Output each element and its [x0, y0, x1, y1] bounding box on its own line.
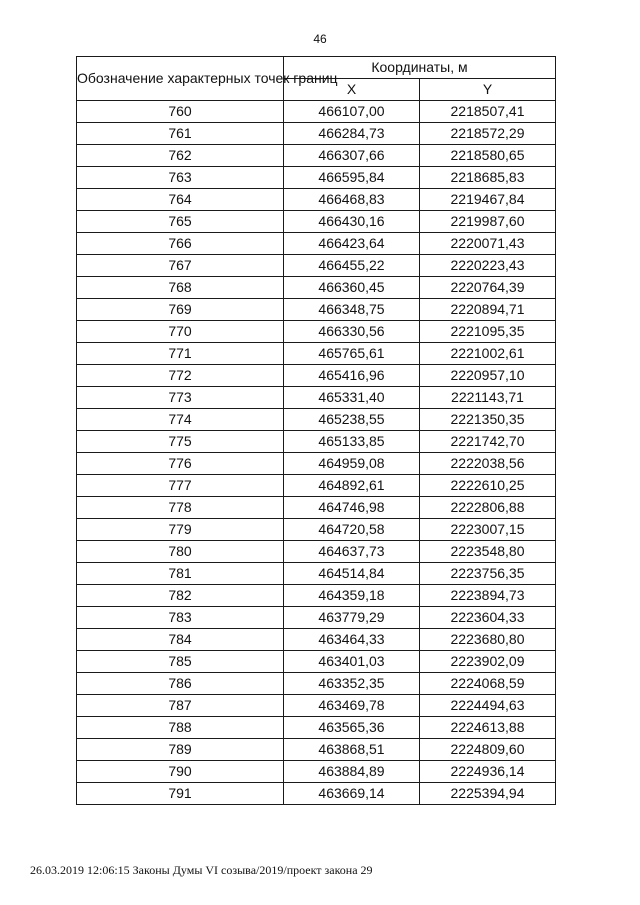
table-row	[77, 365, 556, 387]
cell-x: 466423,64	[284, 233, 420, 255]
table-row	[77, 343, 556, 365]
cell-point: 765	[77, 211, 284, 233]
cell-y: 2225394,94	[420, 783, 556, 805]
table-row	[77, 255, 556, 277]
cell-y: 2221143,71	[420, 387, 556, 409]
cell-x: 463779,29	[284, 607, 420, 629]
footer-document-info: 26.03.2019 12:06:15 Законы Думы VI созыва/2019/проект закона 29	[30, 863, 373, 877]
table-row	[77, 387, 556, 409]
table-row	[77, 563, 556, 585]
cell-point: 761	[77, 123, 284, 145]
cell-y: 2223604,33	[420, 607, 556, 629]
cell-y: 2223756,35	[420, 563, 556, 585]
table-row	[77, 101, 556, 123]
cell-x: 465331,40	[284, 387, 420, 409]
table-row	[77, 585, 556, 607]
table-row	[77, 145, 556, 167]
table-row	[77, 321, 556, 343]
cell-y: 2221742,70	[420, 431, 556, 453]
table-row	[77, 453, 556, 475]
cell-point: 762	[77, 145, 284, 167]
cell-point: 789	[77, 739, 284, 761]
cell-point: 767	[77, 255, 284, 277]
page-number: 46	[313, 32, 327, 46]
cell-y: 2221002,61	[420, 343, 556, 365]
cell-y: 2222610,25	[420, 475, 556, 497]
cell-x: 464514,84	[284, 563, 420, 585]
table-row	[77, 431, 556, 453]
cell-x: 464359,18	[284, 585, 420, 607]
cell-y: 2218580,65	[420, 145, 556, 167]
cell-x: 466430,16	[284, 211, 420, 233]
cell-point: 770	[77, 321, 284, 343]
cell-x: 463565,36	[284, 717, 420, 739]
table-row	[77, 739, 556, 761]
cell-x: 466307,66	[284, 145, 420, 167]
table-row	[77, 123, 556, 145]
cell-x: 466455,22	[284, 255, 420, 277]
cell-x: 466107,00	[284, 101, 420, 123]
cell-x: 466468,83	[284, 189, 420, 211]
cell-y: 2218507,41	[420, 101, 556, 123]
table-row	[77, 211, 556, 233]
cell-y: 2223548,80	[420, 541, 556, 563]
cell-point: 772	[77, 365, 284, 387]
cell-y: 2223007,15	[420, 519, 556, 541]
cell-point: 760	[77, 101, 284, 123]
cell-y: 2223902,09	[420, 651, 556, 673]
header-coordinates: Координаты, м	[284, 57, 556, 79]
table-row	[77, 717, 556, 739]
cell-x: 464892,61	[284, 475, 420, 497]
cell-y: 2224936,14	[420, 761, 556, 783]
cell-point: 781	[77, 563, 284, 585]
cell-point: 764	[77, 189, 284, 211]
cell-point: 768	[77, 277, 284, 299]
cell-point: 777	[77, 475, 284, 497]
cell-point: 786	[77, 673, 284, 695]
table-row	[77, 783, 556, 805]
table-body	[77, 101, 556, 805]
table-row	[77, 519, 556, 541]
cell-y: 2222038,56	[420, 453, 556, 475]
header-y: Y	[420, 79, 556, 101]
cell-x: 464637,73	[284, 541, 420, 563]
table-row	[77, 409, 556, 431]
cell-x: 465416,96	[284, 365, 420, 387]
cell-y: 2221350,35	[420, 409, 556, 431]
table-row	[77, 233, 556, 255]
cell-x: 466284,73	[284, 123, 420, 145]
table-row	[77, 541, 556, 563]
table-row	[77, 673, 556, 695]
cell-x: 463401,03	[284, 651, 420, 673]
cell-y: 2222806,88	[420, 497, 556, 519]
cell-point: 780	[77, 541, 284, 563]
cell-y: 2223680,80	[420, 629, 556, 651]
cell-x: 463868,51	[284, 739, 420, 761]
header-x: X	[284, 79, 420, 101]
cell-x: 465765,61	[284, 343, 420, 365]
table-row	[77, 299, 556, 321]
cell-y: 2221095,35	[420, 321, 556, 343]
cell-y: 2223894,73	[420, 585, 556, 607]
cell-point: 774	[77, 409, 284, 431]
header-point-designation: Обозначение характерных точек границ	[77, 57, 284, 101]
cell-x: 465133,85	[284, 431, 420, 453]
cell-x: 463464,33	[284, 629, 420, 651]
cell-y: 2219467,84	[420, 189, 556, 211]
table-row	[77, 475, 556, 497]
cell-point: 766	[77, 233, 284, 255]
cell-point: 779	[77, 519, 284, 541]
cell-x: 463469,78	[284, 695, 420, 717]
cell-point: 785	[77, 651, 284, 673]
cell-point: 775	[77, 431, 284, 453]
cell-y: 2218685,83	[420, 167, 556, 189]
cell-point: 763	[77, 167, 284, 189]
cell-x: 466360,45	[284, 277, 420, 299]
cell-x: 465238,55	[284, 409, 420, 431]
cell-y: 2224494,63	[420, 695, 556, 717]
table-row	[77, 277, 556, 299]
table-row	[77, 761, 556, 783]
cell-y: 2220894,71	[420, 299, 556, 321]
cell-x: 463352,35	[284, 673, 420, 695]
cell-y: 2218572,29	[420, 123, 556, 145]
cell-point: 784	[77, 629, 284, 651]
cell-x: 463884,89	[284, 761, 420, 783]
cell-x: 464959,08	[284, 453, 420, 475]
cell-y: 2220223,43	[420, 255, 556, 277]
cell-point: 782	[77, 585, 284, 607]
cell-point: 788	[77, 717, 284, 739]
cell-x: 463669,14	[284, 783, 420, 805]
cell-y: 2224068,59	[420, 673, 556, 695]
table-row	[77, 651, 556, 673]
cell-point: 787	[77, 695, 284, 717]
cell-x: 466348,75	[284, 299, 420, 321]
cell-point: 790	[77, 761, 284, 783]
table-row	[77, 695, 556, 717]
cell-x: 466330,56	[284, 321, 420, 343]
cell-point: 771	[77, 343, 284, 365]
cell-point: 769	[77, 299, 284, 321]
cell-point: 773	[77, 387, 284, 409]
cell-x: 464746,98	[284, 497, 420, 519]
table-row	[77, 189, 556, 211]
cell-y: 2220957,10	[420, 365, 556, 387]
cell-point: 791	[77, 783, 284, 805]
cell-x: 466595,84	[284, 167, 420, 189]
cell-y: 2220764,39	[420, 277, 556, 299]
coordinates-table	[76, 56, 556, 805]
cell-y: 2224613,88	[420, 717, 556, 739]
cell-y: 2224809,60	[420, 739, 556, 761]
cell-x: 464720,58	[284, 519, 420, 541]
table-row	[77, 607, 556, 629]
cell-y: 2219987,60	[420, 211, 556, 233]
cell-point: 776	[77, 453, 284, 475]
cell-point: 778	[77, 497, 284, 519]
table-row	[77, 629, 556, 651]
table-row	[77, 497, 556, 519]
cell-y: 2220071,43	[420, 233, 556, 255]
cell-point: 783	[77, 607, 284, 629]
table-row	[77, 167, 556, 189]
